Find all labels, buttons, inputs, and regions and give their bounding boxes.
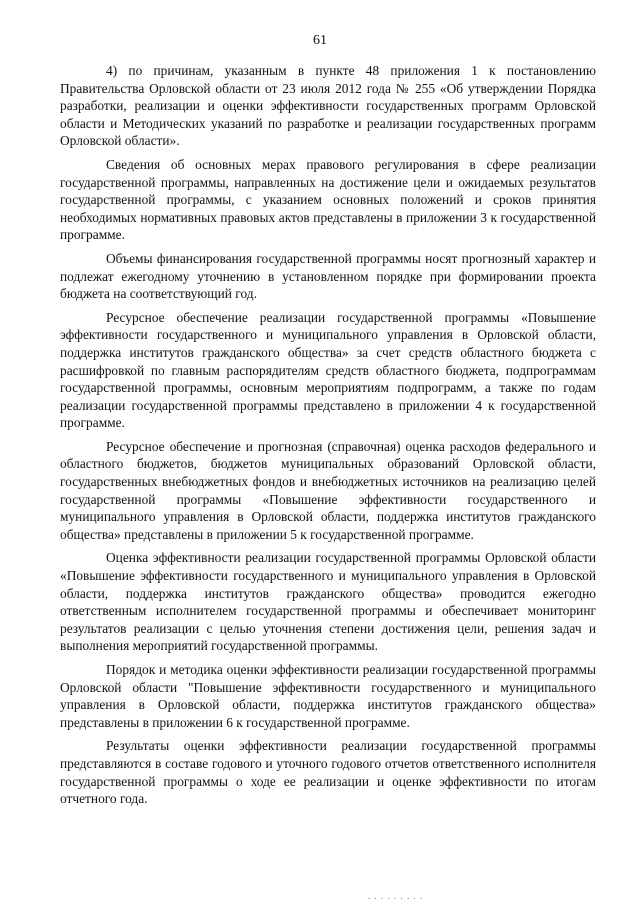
paragraph-2: Сведения об основных мерах правового регулирования в сфере реализации государственной программы, направленных на достижение цели и ожидаемых результатов государственной программы, с указанием основных положений и сроков принятия необходимых нормативных правовых актов представлены в приложении 3 к государственной программе. <box>60 156 596 243</box>
paragraph-1: 4) по причинам, указанным в пункте 48 приложения 1 к постановлению Правительства Орловской области от 23 июля 2012 года № 255 «Об утверждении Порядка разработки, реализации и оценки эффективности государственных программ Орловской области и Методических указаний по разработке и реализации государственных программ Орловской области». <box>60 63 596 149</box>
paragraph-8: Результаты оценки эффективности реализации государственной программы представляются в составе годового и уточного годового отчетов ответственного исполнителя государственной программы о ходе ее реализации и оценке эффективности по итогам отчетного года. <box>60 738 596 807</box>
scan-artifact: . . . . . . . . . <box>368 891 424 901</box>
paragraph-5: Ресурсное обеспечение и прогнозная (справочная) оценка расходов федерального и областного бюджетов, бюджетов муниципальных образований Орловской области, государственных внебюджетных фондов и внебюджетных источников на реализацию целей государственной программы «Повышение эффективности государственного и муниципального управления в Орловской области, поддержка институтов гражданского общества» представлены в приложении 5 к государственной программе. <box>60 438 596 542</box>
paragraph-3: Объемы финансирования государственной программы носят прогнозный характер и подлежат ежегодному уточнению в установленном порядке при формировании проекта бюджета на соответствующий год. <box>60 250 596 302</box>
page-number: 61 <box>313 33 327 48</box>
paragraph-6: Оценка эффективности реализации государственной программы Орловской области «Повышение эффективности государственного и муниципального управления в Орловской области, поддержка институтов гражданского общества» проводится ежегодно ответственным исполнителем государственной программы и обеспечивает мониторинг результатов реализации с целью уточнения степени достижения цели, решения задач и выполнения мероприятий государственной программы. <box>60 550 596 654</box>
paragraph-7: Порядок и методика оценки эффективности реализации государственной программы Орловской области "Повышение эффективности государственного и муниципального управления в Орловской области, поддержка институтов гражданского общества» представлены в приложении 6 к государственной программе. <box>60 662 596 730</box>
document-body <box>60 62 596 814</box>
paragraph-4: Ресурсное обеспечение реализации государственной программы «Повышение эффективности государственного и муниципального управления в Орловской области, поддержка институтов гражданского общества» за счет средств областного бюджета с расшифровкой по главным распорядителям средств областного бюджета, подпрограммам государственной программы, основным мероприятиям подпрограмм, а также по годам реализации государственной программы представлено в приложении 4 к государственной программе. <box>60 309 596 431</box>
